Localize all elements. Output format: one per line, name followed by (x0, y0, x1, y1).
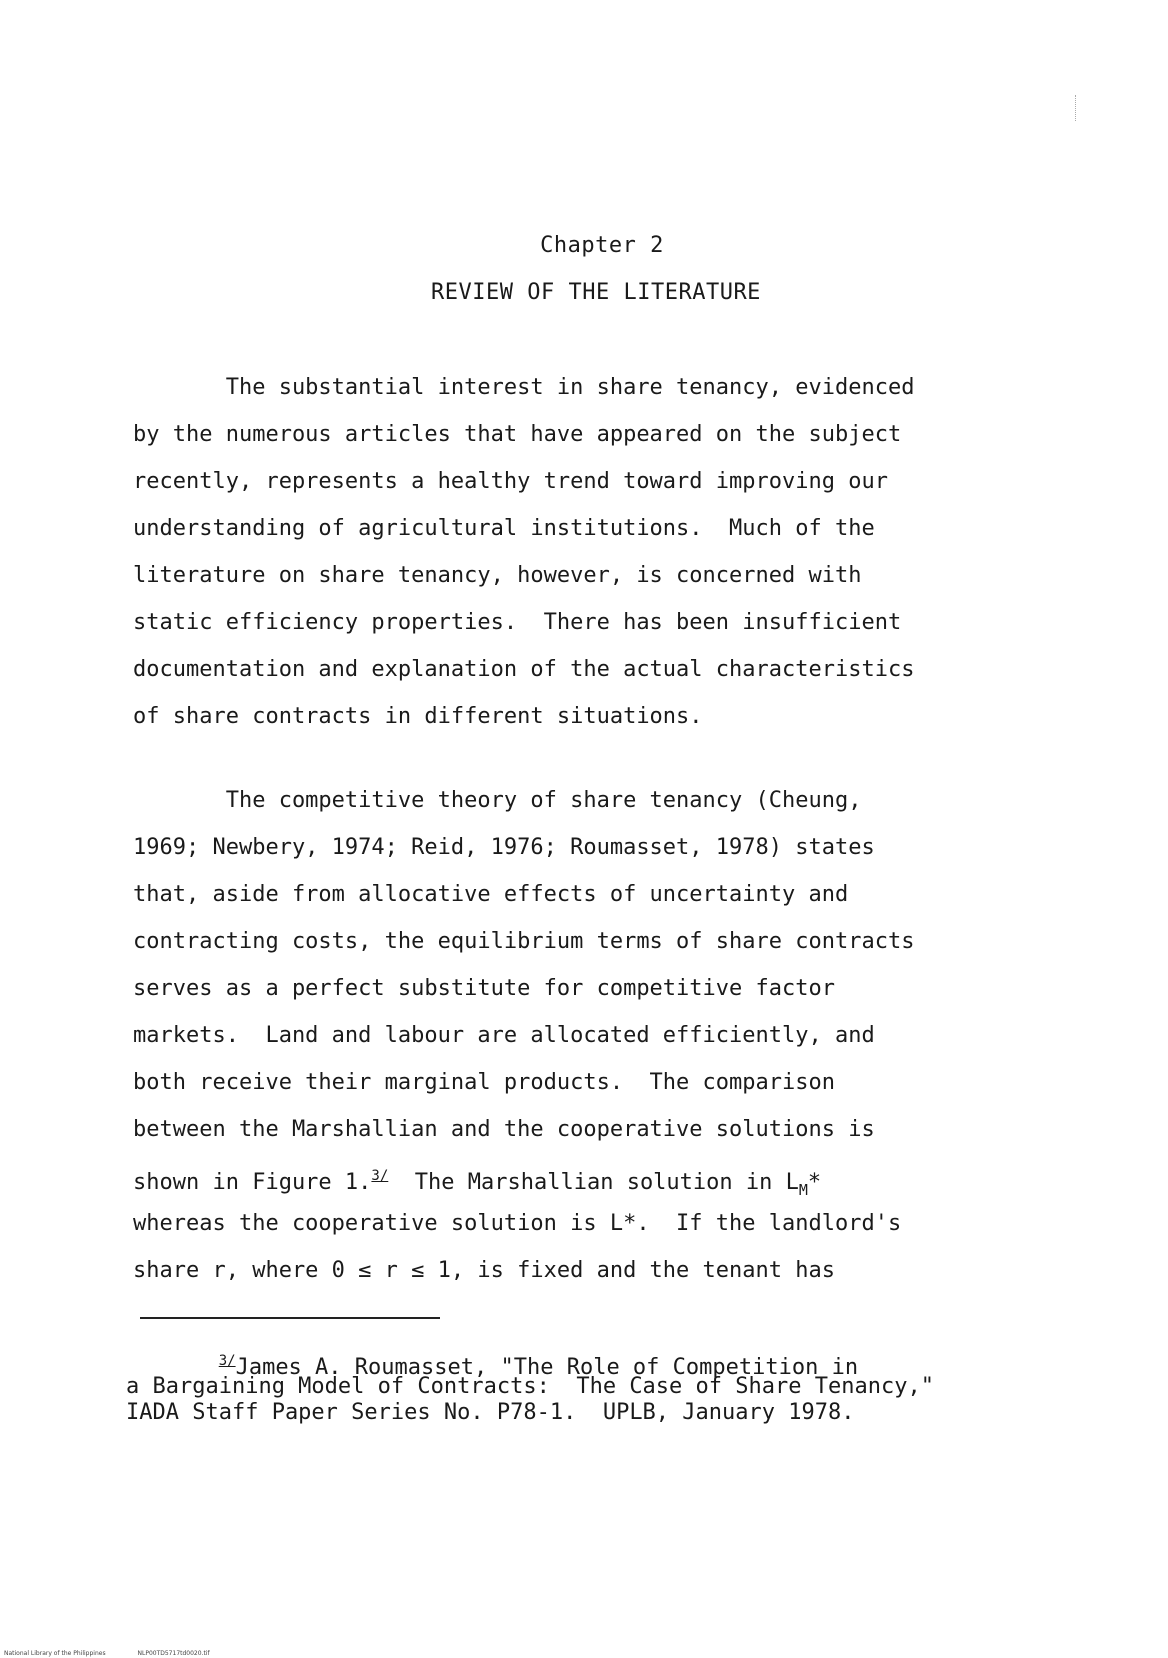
paragraph-line: documentation and explanation of the actual characteristics (133, 657, 915, 682)
footnote (126, 1348, 934, 1426)
paragraph-line: markets. Land and labour are allocated efficiently, and (133, 1023, 875, 1048)
scan-artifact (1075, 95, 1078, 121)
footnote-line (126, 1348, 934, 1380)
paragraph-line: share r, where 0 ≤ r ≤ 1, is fixed and the tenant has (133, 1258, 835, 1283)
footnote-mark: 3/ (218, 1353, 236, 1369)
scan-metadata (4, 1650, 240, 1657)
subscript: M (798, 1181, 808, 1199)
paragraph-line-figure-ref (133, 1153, 1133, 1200)
file-name: NLP00TD5717td0020.tif (137, 1650, 210, 1657)
paragraph-2 (133, 777, 1133, 1294)
footnote-divider (140, 1317, 440, 1319)
library-name: National Library of the Philippines (4, 1650, 106, 1657)
text-run: * (807, 1170, 822, 1195)
footnote-line: IADA Staff Paper Series No. P78-1. UPLB, January 1978. (126, 1400, 855, 1425)
paragraph-line: between the Marshallian and the cooperative solutions is (133, 1117, 875, 1142)
footnote-reference: 3/ (371, 1168, 389, 1184)
text-run: James A. Roumasset, "The Role of Competition in (235, 1355, 859, 1380)
paragraph-line: both receive their marginal products. The comparison (133, 1070, 835, 1095)
text-run: shown in Figure 1. (133, 1170, 372, 1195)
paragraph-line: understanding of agricultural institutions. Much of the (133, 516, 875, 541)
paragraph-1 (133, 364, 1133, 740)
chapter-label: Chapter 2 (540, 233, 664, 258)
paragraph-line: by the numerous articles that have appeared on the subject (133, 422, 902, 447)
paragraph-line: The substantial interest in share tenancy, evidenced (133, 375, 915, 400)
paragraph-line: whereas the cooperative solution is L*. If the landlord's (133, 1211, 902, 1236)
paragraph-line: literature on share tenancy, however, is concerned with (133, 563, 862, 588)
paragraph-line: that, aside from allocative effects of uncertainty and (133, 882, 849, 907)
paragraph-line: serves as a perfect substitute for competitive factor (133, 976, 835, 1001)
paragraph-line: contracting costs, the equilibrium terms of share contracts (133, 929, 915, 954)
paragraph-line: 1969; Newbery, 1974; Reid, 1976; Roumasset, 1978) states (133, 835, 875, 860)
paragraph-line: recently, represents a healthy trend toward improving our (133, 469, 888, 494)
footnote-line: a Bargaining Model of Contracts: The Case of Share Tenancy," (126, 1374, 934, 1399)
paragraph-line: of share contracts in different situations. (133, 704, 703, 729)
paragraph-line: static efficiency properties. There has been insufficient (133, 610, 902, 635)
text-run: The Marshallian solution in L (388, 1170, 799, 1195)
chapter-title: REVIEW OF THE LITERATURE (431, 280, 761, 305)
paragraph-line: The competitive theory of share tenancy (Cheung, (133, 788, 862, 813)
